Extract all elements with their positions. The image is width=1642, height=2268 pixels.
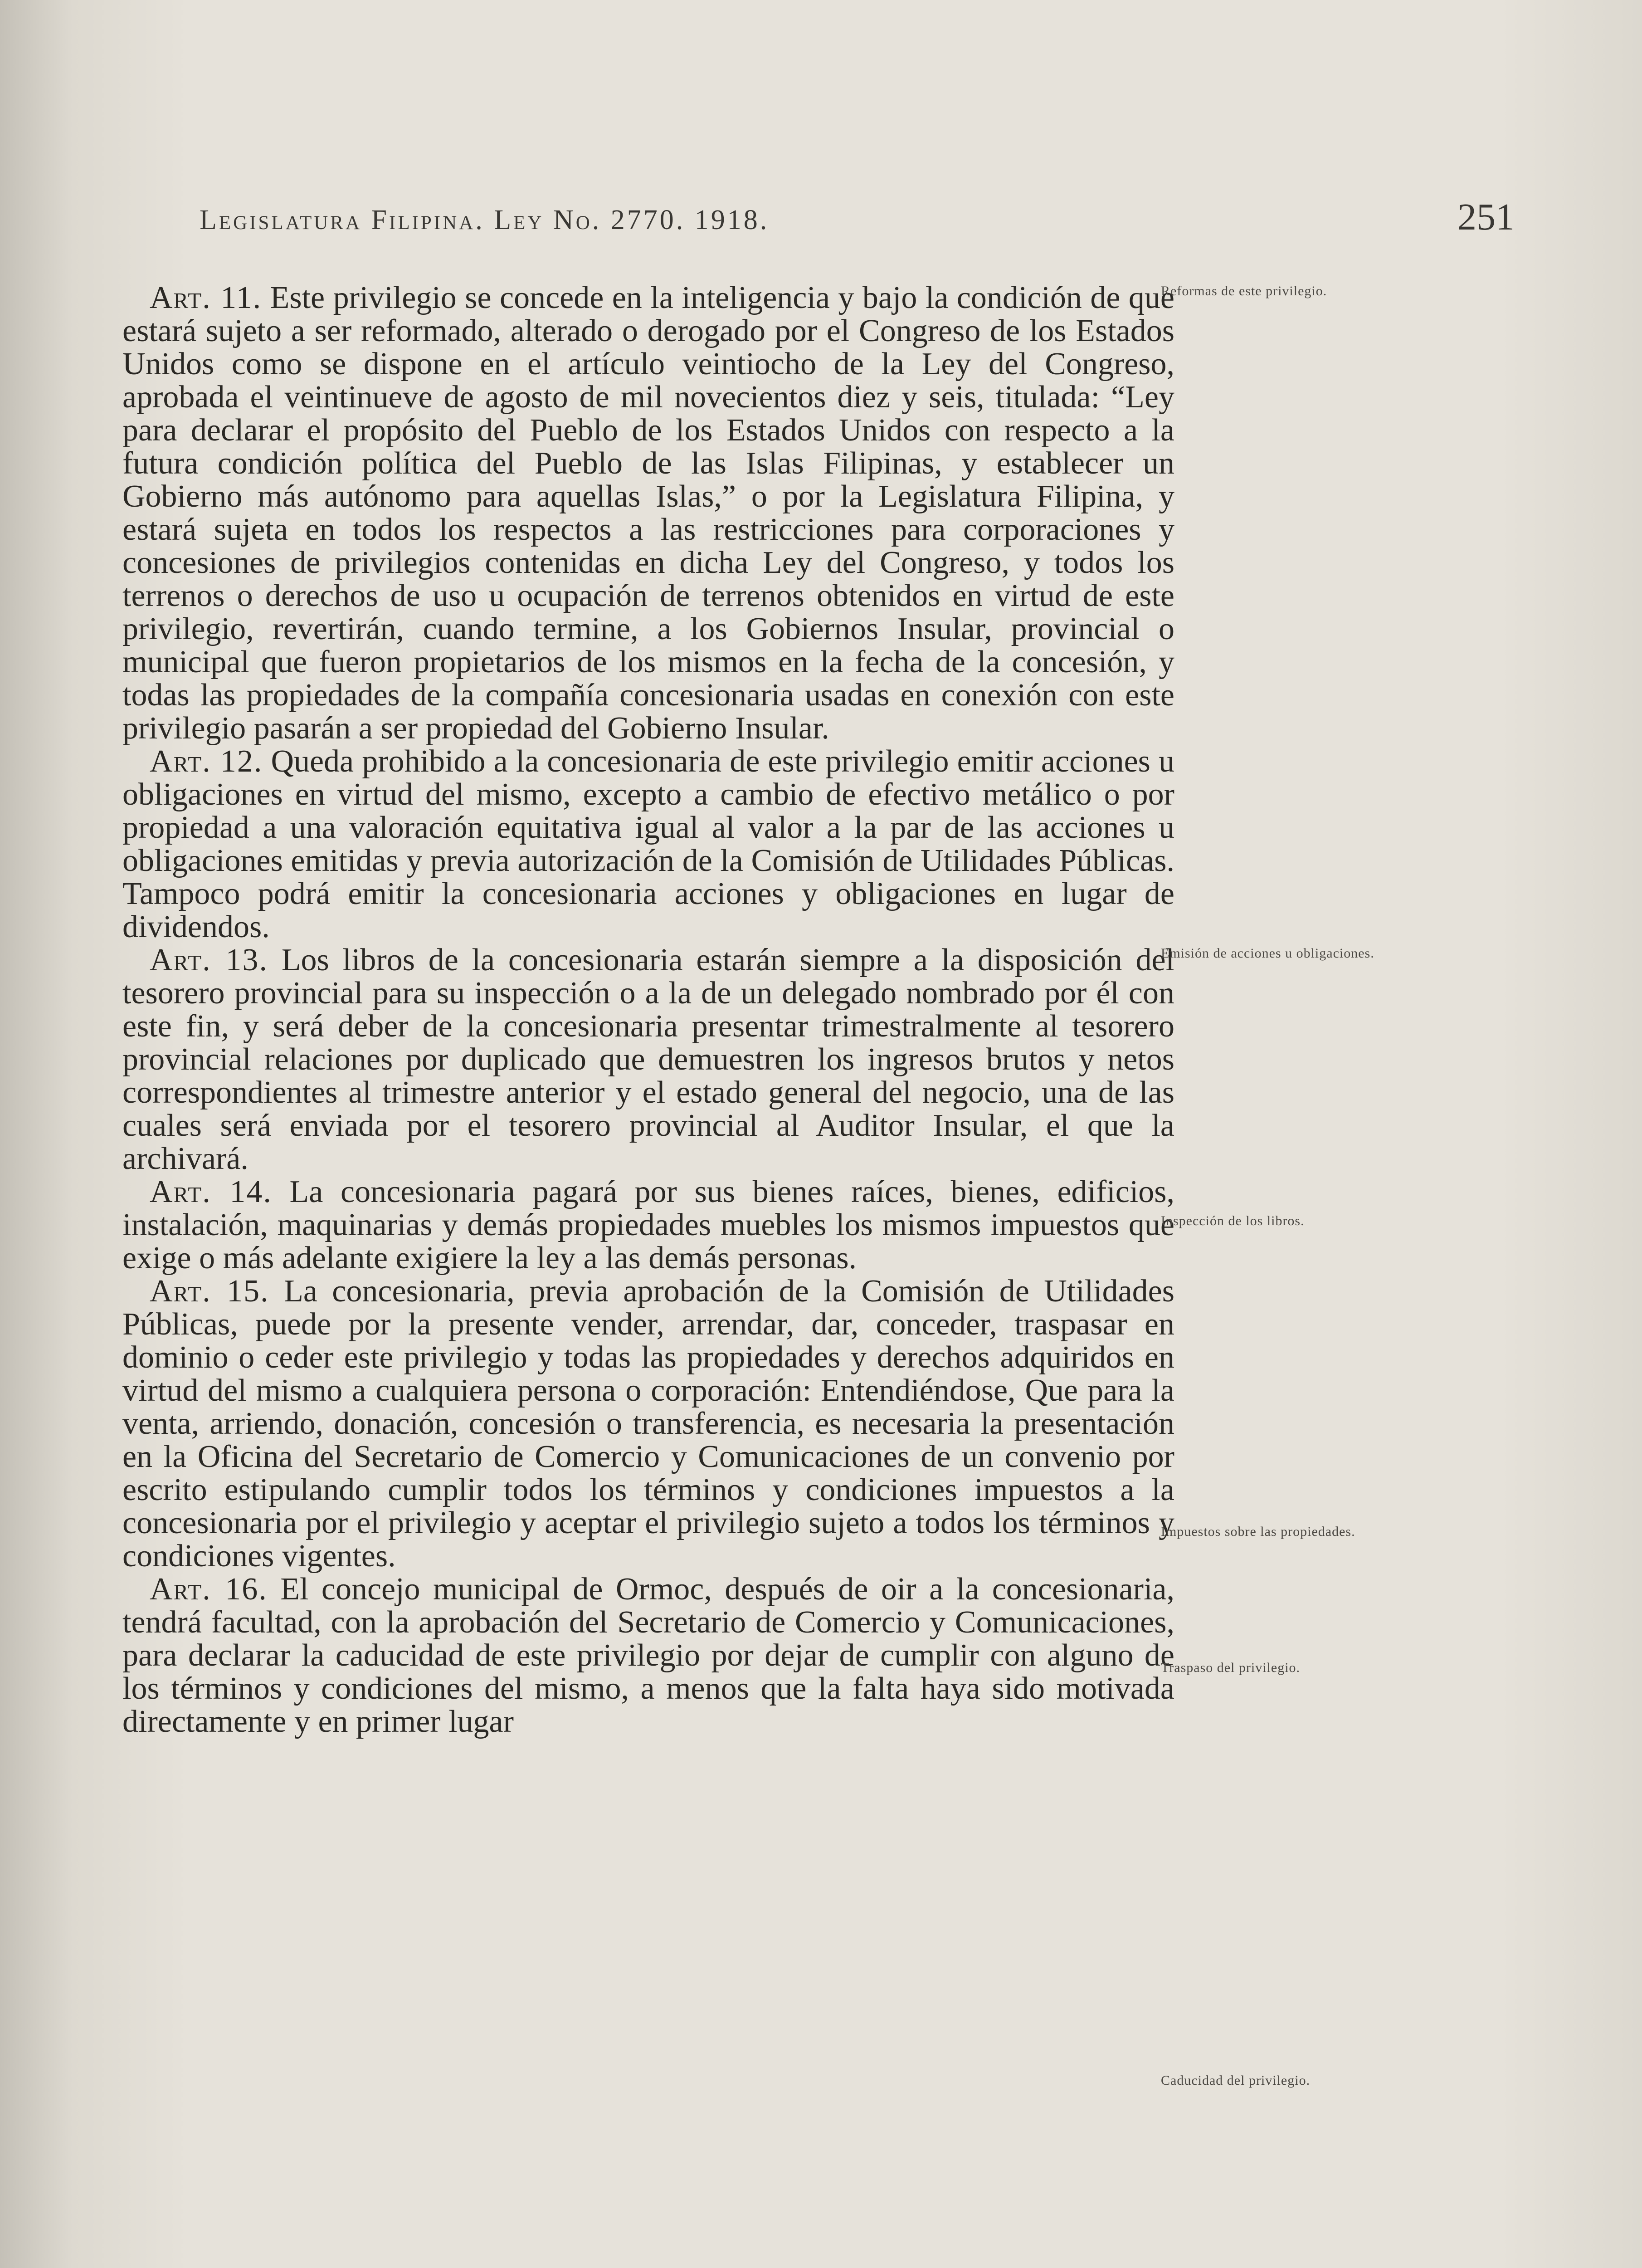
article-text: Los libros de la concesionaria estarán siempre a la disposición del tesorero provincial para su inspección o a la de un delegado nombrado por él con este fin, y será deber de la concesionaria presentar trimestralmente al tesorero provincial relaciones por duplicado que demuestren los ingresos brutos y netos correspondientes al trimestre anterior y el estado general del negocio, una de las cuales será enviada por el tesorero provincial al Auditor Insular, el que la archivará. (122, 943, 1174, 1176)
margin-note-art-11: Reformas de este privilegio. (1161, 284, 1327, 298)
article-label: Art. 15. (150, 1274, 269, 1309)
article-14 (122, 1175, 1174, 1275)
article-label: Art. 16. (150, 1572, 268, 1607)
article-13 (122, 943, 1174, 1175)
article-text: Este privilegio se concede en la inteligencia y bajo la condición de que estará sujeto a ser reformado, alterado o derogado por el Congreso de los Estados Unidos como se dispone en el artículo veintiocho de la Ley del Congreso, aprobada el veintinueve de agosto de mil novecientos diez y seis, titulada: “Ley para declarar el propósito del Pueblo de los Estados Unidos con respecto a la futura condición política del Pueblo de las Islas Filipinas, y establecer un Gobierno más autónomo para aquellas Islas,” o por la Legislatura Filipina, y estará sujeta en todos los respectos a las restricciones para corporaciones y concesiones de privilegios contenidas en dicha Ley del Congreso, y todos los terrenos o derechos de uso u ocupación de terrenos obtenidos en virtud de este privilegio, revertirán, cuando termine, a los Gobiernos Insular, provincial o municipal que fueron propietarios de los mismos en la fecha de la concesión, y todas las propiedades de la compañía concesionaria usadas en conexión con este privilegio pasarán a ser propiedad del Gobierno Insular. (122, 280, 1174, 746)
article-label: Art. 14. (150, 1174, 272, 1209)
margin-note-art-13: Inspección de los libros. (1161, 1213, 1305, 1228)
article-label: Art. 11. (150, 280, 262, 315)
page-header (200, 195, 1515, 249)
page-number: 251 (1457, 196, 1515, 238)
margin-note-art-16: Caducidad del privilegio. (1161, 2073, 1311, 2088)
margin-note-art-14: Impuestos sobre las propiedades. (1161, 1524, 1355, 1539)
article-text: La concesionaria pagará por sus bienes raíces, bienes, edificios, instalación, maquinarias y demás propiedades muebles los mismos impuestos que exige o más adelante exigiere la ley a las demás personas. (122, 1174, 1175, 1276)
article-11 (122, 281, 1174, 745)
article-text: El concejo municipal de Ormoc, después de oir a la concesionaria, tendrá facultad, con la aprobación del Secretario de Comercio y Comunicaciones, para declarar la caducidad de este privilegio por dejar de cumplir con alguno de los términos y condiciones del mismo, a menos que la falta haya sido motivada directamente y en primer lugar (122, 1572, 1175, 1739)
article-15 (122, 1275, 1174, 1573)
body-text (122, 281, 1174, 1738)
article-12 (122, 745, 1174, 943)
article-label: Art. 12. (150, 744, 263, 779)
article-label: Art. 13. (150, 943, 268, 978)
margin-note-art-15: Traspaso del privilegio. (1161, 1660, 1301, 1675)
article-text: Queda prohibido a la concesionaria de este privilegio emitir acciones u obligaciones en virtud del mismo, excepto a cambio de efectivo metálico o por propiedad a una valoración equitativa igual al valor a la par de las acciones u obligaciones emitidas y previa autorización de la Comisión de Utilidades Públicas. Tampoco podrá emitir la concesionaria acciones y obligaciones en lugar de dividendos. (122, 744, 1174, 944)
article-16 (122, 1573, 1174, 1738)
margin-note-art-12: Emisión de acciones u obligaciones. (1161, 946, 1374, 961)
article-text: La concesionaria, previa aprobación de la Comisión de Utilidades Públicas, puede por la presente vender, arrendar, dar, conceder, traspasar en dominio o ceder este privilegio y todas las propiedades y derechos adquiridos en virtud del mismo a cualquiera persona o corporación: Entendiéndose, Que para la venta, arriendo, donación, concesión o transferencia, es necesaria la presentación en la Oficina del Secretario de Comercio y Comunicaciones de un convenio por escrito estipulando cumplir todos los términos y condiciones impuestos a la concesionaria por el privilegio y aceptar el privilegio sujeto a todos los términos y condiciones vigentes. (122, 1274, 1174, 1574)
running-head: Legislatura Filipina. Ley No. 2770. 1918. (200, 205, 770, 235)
